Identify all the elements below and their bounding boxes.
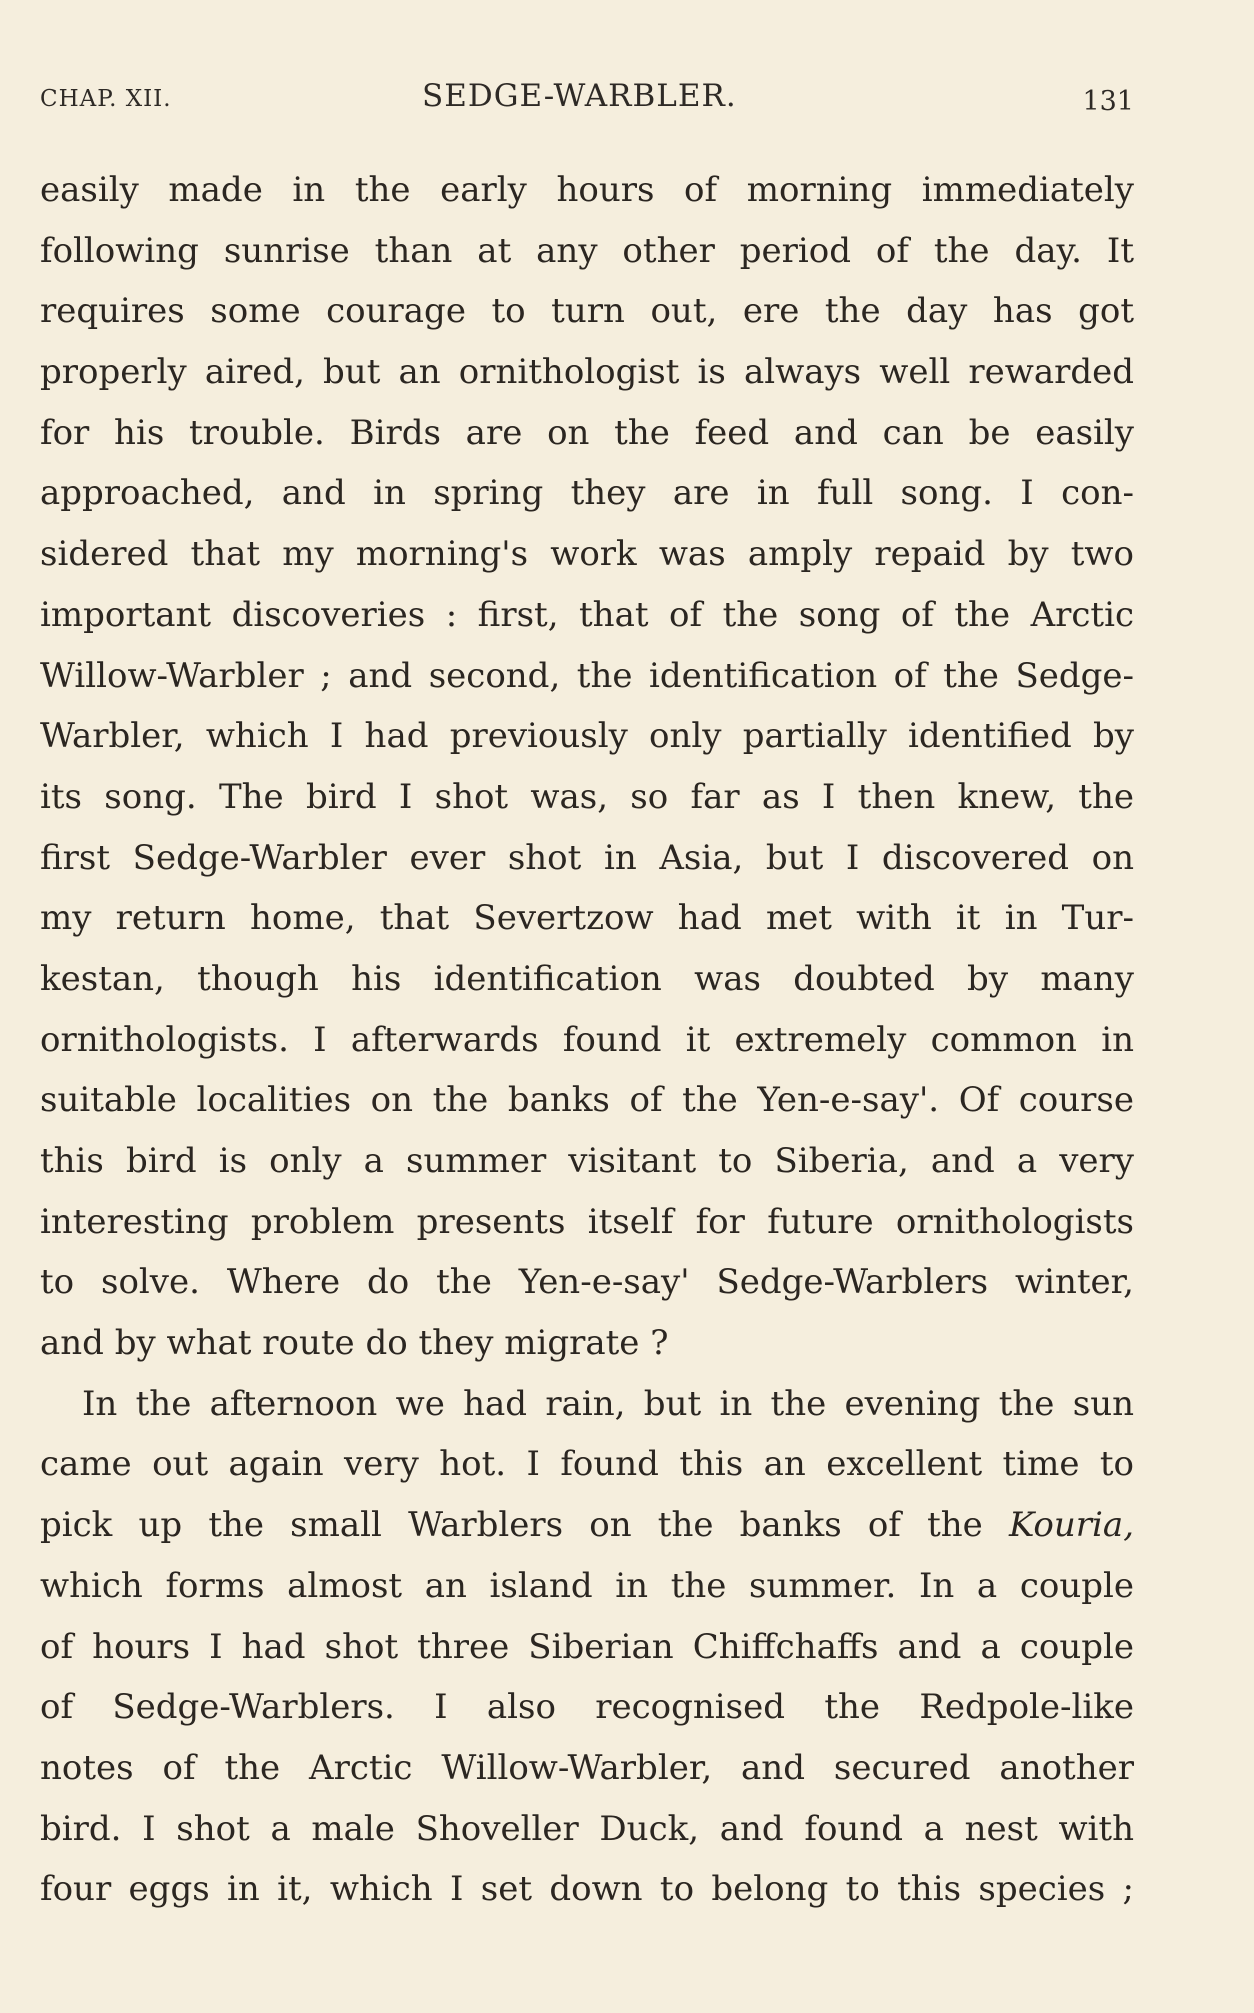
text-line: which forms almost an island in the summer. In a couple [40, 1565, 1134, 1606]
text-line: its song. The bird I shot was, so far as I then knew, the [40, 776, 1134, 817]
text-line: my return home, that Severtzow had met with it in Tur- [40, 898, 1134, 939]
text-line: following sunrise than at any other period of the day. It [40, 230, 1134, 271]
text-line: and by what route do they migrate ? [40, 1323, 669, 1364]
text-line: requires some courage to turn out, ere the day has got [40, 291, 1134, 332]
text-line [40, 1495, 1134, 1556]
text-line: Warbler, which I had previously only partially identified by [40, 716, 1134, 757]
text-line: first Sedge-Warbler ever shot in Asia, but I discovered on [40, 837, 1134, 878]
text-line: to solve. Where do the Yen-e-say' Sedge-Warblers winter, [40, 1262, 1134, 1303]
text-line: of hours I had shot three Siberian Chiffchaffs and a couple [40, 1626, 1134, 1667]
text-line: suitable localities on the banks of the Yen-e-say'. Of course [40, 1080, 1134, 1121]
text-line: approached, and in spring they are in full song. I con- [40, 473, 1134, 514]
text-line: important discoveries : first, that of the song of the Arctic [40, 594, 1134, 635]
text-line: sidered that my morning's work was amply repaid by two [40, 534, 1134, 575]
running-title: SEDGE-WARBLER. [422, 78, 737, 114]
text-line: ornithologists. I afterwards found it extremely common in [40, 1019, 1134, 1060]
paragraph-2 [40, 1374, 1134, 1920]
page-number: 131 [1082, 86, 1134, 117]
text-line: properly aired, but an ornithologist is always well rewarded [40, 352, 1134, 393]
text-line: notes of the Arctic Willow-Warbler, and secured another [40, 1747, 1134, 1788]
paragraph-1 [40, 160, 1134, 1374]
river-name-italic: Kouria, [1008, 1505, 1134, 1546]
text-line: for his trouble. Birds are on the feed and can be easily [40, 412, 1134, 453]
text-line: Willow-Warbler ; and second, the identification of the Sedge- [40, 655, 1134, 696]
text-line: interesting problem presents itself for future ornithologists [40, 1201, 1134, 1242]
text-line: bird. I shot a male Shoveller Duck, and found a nest with [40, 1808, 1134, 1849]
text-line: In the afternoon we had rain, but in the evening the sun [82, 1383, 1134, 1424]
chapter-number: CHAP. XII. [40, 86, 172, 112]
running-head [40, 78, 1134, 122]
text-line: this bird is only a summer visitant to Siberia, and a very [40, 1141, 1134, 1181]
text-line: kestan, though his identification was doubted by many [40, 958, 1134, 999]
text-line: four eggs in it, which I set down to belong to this species ; [40, 1869, 1134, 1910]
body-text [40, 160, 1134, 1920]
text-line: of Sedge-Warblers. I also recognised the Redpole-like [40, 1687, 1134, 1728]
text-line: came out again very hot. I found this an excellent time to [40, 1444, 1134, 1485]
text-line: easily made in the early hours of morning immediately [40, 170, 1134, 210]
text-run: pick up the small Warblers on the banks of the [40, 1505, 1009, 1546]
